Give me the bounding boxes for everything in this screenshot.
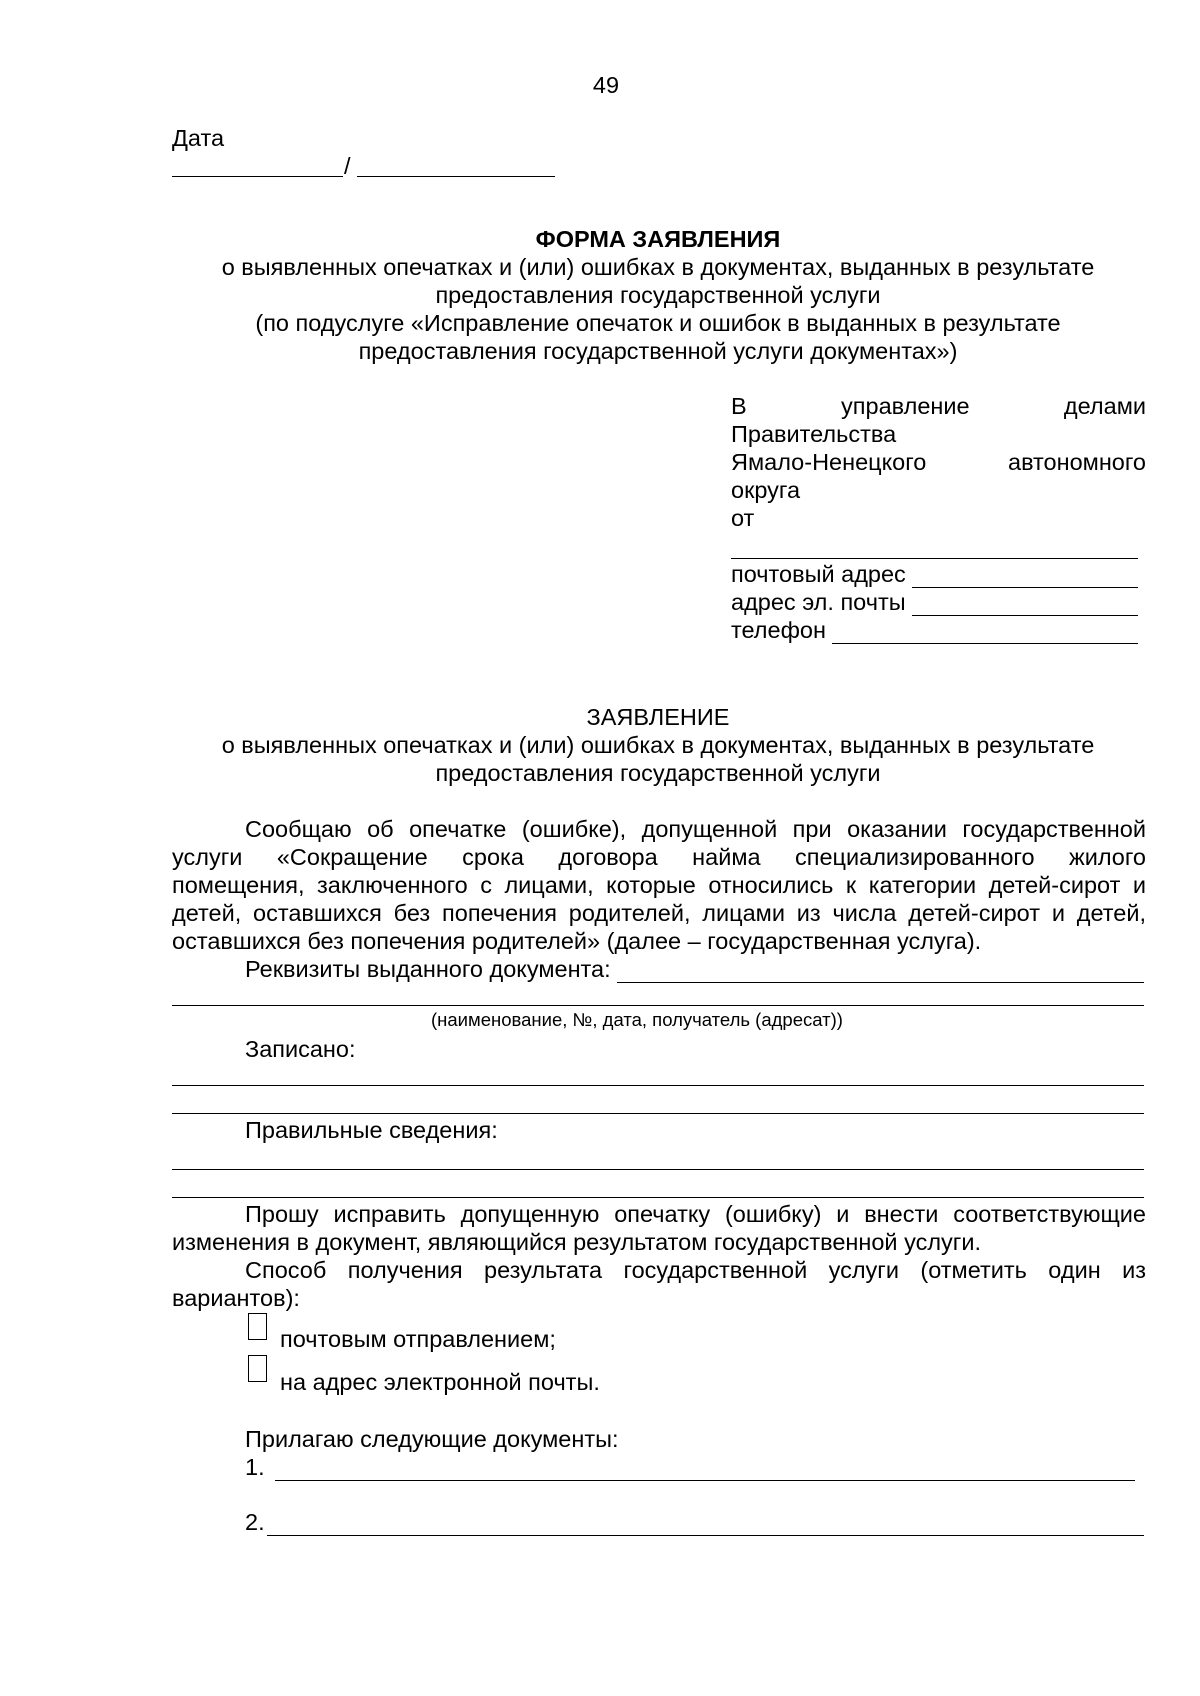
requisites-row <box>245 955 1144 983</box>
recorded-line-2[interactable] <box>172 1113 1144 1114</box>
date-day-line[interactable] <box>172 176 343 177</box>
attachments-label: Прилагаю следующие документы: <box>245 1426 619 1452</box>
recipient-line-2: Правительства <box>731 421 897 447</box>
postal-delivery-label: почтовым отправлением; <box>280 1326 556 1352</box>
body-paragraph-1-line-4: детей, оставшихся без попечения родителей, лицами из числа детей-сирот и детей, <box>172 900 1146 926</box>
form-subtitle-line-2: предоставления государственной услуги <box>435 282 881 308</box>
recipient-word-3: делами <box>1063 393 1146 419</box>
form-subtitle-line-3: (по подуслуге «Исправление опечаток и ошибок в выданных в результате <box>255 310 1061 336</box>
body-paragraph-1-line-2: услуги «Сокращение срока договора найма специализированного жилого <box>172 844 1146 870</box>
attachment-row-2 <box>245 1508 1144 1536</box>
recipient-word-2: управление <box>841 393 970 419</box>
recipient-word-1: В <box>731 393 747 419</box>
requisites-label: Реквизиты выданного документа: <box>245 956 611 982</box>
body-paragraph-1-line-5: оставшихся без попечения родителей» (далее – государственная услуга). <box>172 928 982 954</box>
correct-info-line-2[interactable] <box>172 1197 1144 1198</box>
recipient-word-4: Ямало-Ненецкого <box>731 449 927 475</box>
recipient-line-1 <box>731 392 1146 420</box>
body-paragraph-2-line-2: изменения в документ, являющийся результатом государственной услуги. <box>172 1229 982 1255</box>
page-number: 49 <box>592 72 620 98</box>
correct-info-label: Правильные сведения: <box>245 1117 498 1143</box>
attachment-number-1: 1. <box>245 1454 265 1480</box>
email-field[interactable] <box>912 595 1138 616</box>
postal-address-field[interactable] <box>912 567 1138 588</box>
postal-delivery-checkbox[interactable] <box>248 1313 267 1340</box>
body-paragraph-2-line-1: Прошу исправить допущенную опечатку (ошибку) и внести соответствующие <box>245 1201 1146 1227</box>
phone-row <box>731 616 1138 644</box>
method-line-2: вариантов): <box>172 1285 300 1311</box>
body-paragraph-1-line-1: Сообщаю об опечатке (ошибке), допущенной при оказании государственной <box>245 816 1146 842</box>
postal-address-row <box>731 560 1138 588</box>
recipient-from-line[interactable] <box>731 558 1138 559</box>
email-delivery-checkbox[interactable] <box>248 1355 267 1382</box>
requisites-line-2[interactable] <box>172 1005 1144 1006</box>
email-delivery-label: на адрес электронной почты. <box>280 1369 600 1395</box>
application-title: ЗАЯВЛЕНИЕ <box>586 704 730 730</box>
application-subtitle-line-2: предоставления государственной услуги <box>435 760 881 786</box>
attachment-field-1[interactable] <box>275 1460 1135 1481</box>
requisites-field[interactable] <box>617 962 1144 983</box>
attachment-field-2[interactable] <box>267 1515 1144 1536</box>
recipient-line-4: округа <box>731 477 801 503</box>
phone-field[interactable] <box>832 623 1138 644</box>
postal-address-label: почтовый адрес <box>731 561 906 587</box>
date-separator: / <box>344 153 351 179</box>
recorded-line-1[interactable] <box>172 1085 1144 1086</box>
form-subtitle-line-4: предоставления государственной услуги документах») <box>358 338 958 364</box>
correct-info-line-1[interactable] <box>172 1169 1144 1170</box>
body-paragraph-1-line-3: помещения, заключенного с лицами, которые относились к категории детей-сирот и <box>172 872 1146 898</box>
recipient-from-label: от <box>731 505 755 531</box>
date-year-line[interactable] <box>357 176 555 177</box>
attachment-row-1 <box>245 1453 1135 1481</box>
date-label: Дата <box>172 125 225 151</box>
form-subtitle-line-1: о выявленных опечатках и (или) ошибках в документах, выданных в результате <box>221 254 1095 280</box>
requisites-caption: (наименование, №, дата, получатель (адресат)) <box>431 1009 843 1030</box>
form-title: ФОРМА ЗАЯВЛЕНИЯ <box>535 226 781 252</box>
attachment-number-2: 2. <box>245 1509 265 1535</box>
application-subtitle-line-1: о выявленных опечатках и (или) ошибках в документах, выданных в результате <box>221 732 1095 758</box>
email-label: адрес эл. почты <box>731 589 906 615</box>
phone-label: телефон <box>731 617 826 643</box>
method-line-1: Способ получения результата государственной услуги (отметить один из <box>245 1257 1146 1283</box>
recipient-line-3 <box>731 448 1146 476</box>
recorded-label: Записано: <box>245 1036 356 1062</box>
recipient-word-5: автономного <box>1008 449 1146 475</box>
email-row <box>731 588 1138 616</box>
